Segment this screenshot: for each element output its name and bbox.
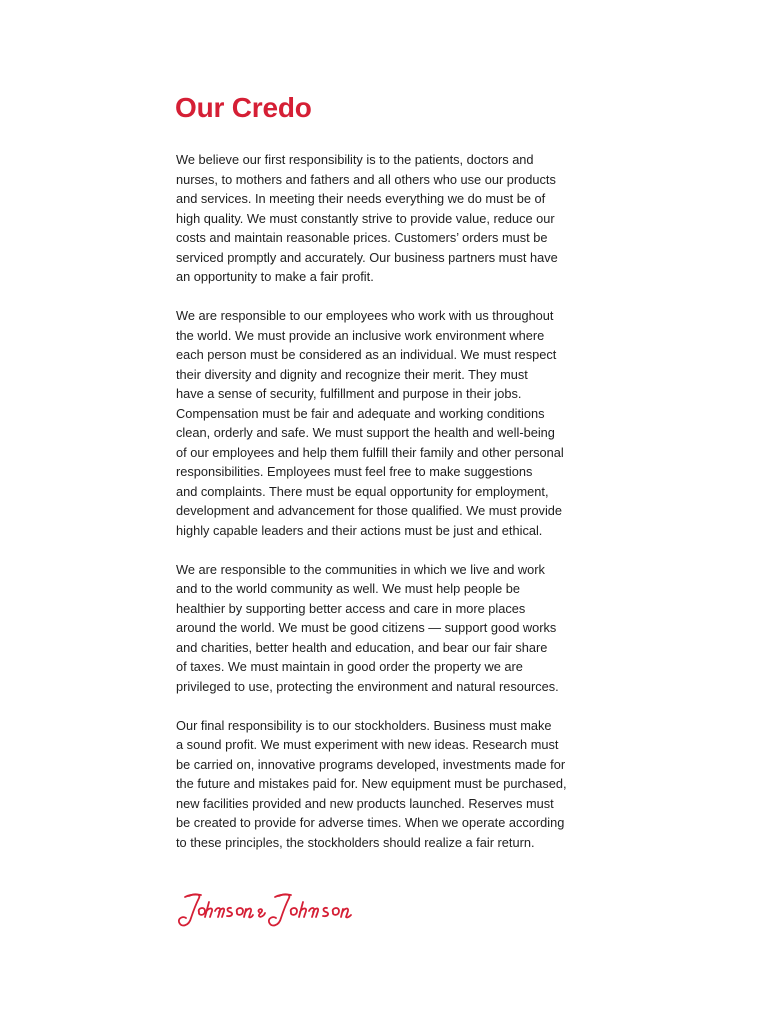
credo-line: and to the world community as well. We must help people be (176, 581, 521, 596)
credo-line: We are responsible to our employees who work with us throughout (176, 308, 554, 323)
credo-line: the world. We must provide an inclusive work environment where (176, 327, 545, 343)
credo-line: responsibilities. Employees must feel free to make suggestions (176, 464, 533, 479)
credo-line: development and advancement for those qualified. We must provide (176, 503, 563, 518)
credo-line: We believe our first responsibility is to the patients, doctors and (176, 152, 534, 167)
credo-line: be created to provide for adverse times. When we operate according (176, 815, 565, 830)
page-title: Our Credo (175, 92, 312, 123)
credo-line: costs and maintain reasonable prices. Customers’ orders must be (176, 230, 548, 245)
script-logo-graphic (175, 888, 385, 932)
credo-line: of taxes. We must maintain in good order the property we are (176, 659, 523, 674)
credo-line: have a sense of security, fulfillment and purpose in their jobs. (176, 386, 522, 401)
credo-line: highly capable leaders and their actions must be just and ethical. (176, 522, 543, 538)
credo-line: clean, orderly and safe. We must support the health and well-being (176, 425, 555, 440)
credo-line: Our final responsibility is to our stockholders. Business must make (176, 717, 552, 733)
credo-paragraph (176, 306, 636, 540)
credo-line: nurses, to mothers and fathers and all others who use our products (176, 171, 556, 187)
credo-line: new facilities provided and new products launched. Reserves must (176, 795, 554, 811)
credo-paragraph (176, 150, 636, 287)
credo-paragraph (176, 716, 636, 853)
credo-line: and complaints. There must be equal opportunity for employment, (176, 483, 549, 499)
credo-line: their diversity and dignity and recognize their merit. They must (176, 366, 528, 382)
credo-paragraph (176, 560, 636, 697)
credo-line: Compensation must be fair and adequate and working conditions (176, 405, 545, 421)
credo-line: of our employees and help them fulfill their family and other personal (176, 444, 564, 460)
credo-line: healthier by supporting better access and care in more places (176, 600, 526, 616)
credo-line: a sound profit. We must experiment with new ideas. Research must (176, 737, 559, 752)
credo-line: serviced promptly and accurately. Our business partners must have (176, 249, 558, 265)
credo-line: high quality. We must constantly strive to provide value, reduce our (176, 210, 555, 226)
credo-line: be carried on, innovative programs developed, investments made for (176, 756, 566, 772)
credo-line: We are responsible to the communities in which we live and work (176, 561, 545, 577)
credo-line: an opportunity to make a fair profit. (176, 269, 374, 284)
credo-line: and services. In meeting their needs everything we do must be of (176, 191, 546, 206)
credo-body (176, 150, 636, 872)
credo-line: around the world. We must be good citizens — support good works (176, 620, 557, 635)
credo-line: privileged to use, protecting the environment and natural resources. (176, 678, 559, 694)
credo-line: each person must be considered as an individual. We must respect (176, 347, 557, 362)
credo-line: and charities, better health and education, and bear our fair share (176, 639, 548, 655)
credo-line: the future and mistakes paid for. New equipment must be purchased, (176, 776, 567, 791)
credo-line: to these principles, the stockholders should realize a fair return. (176, 834, 535, 850)
johnson-and-johnson-logo (175, 888, 385, 932)
